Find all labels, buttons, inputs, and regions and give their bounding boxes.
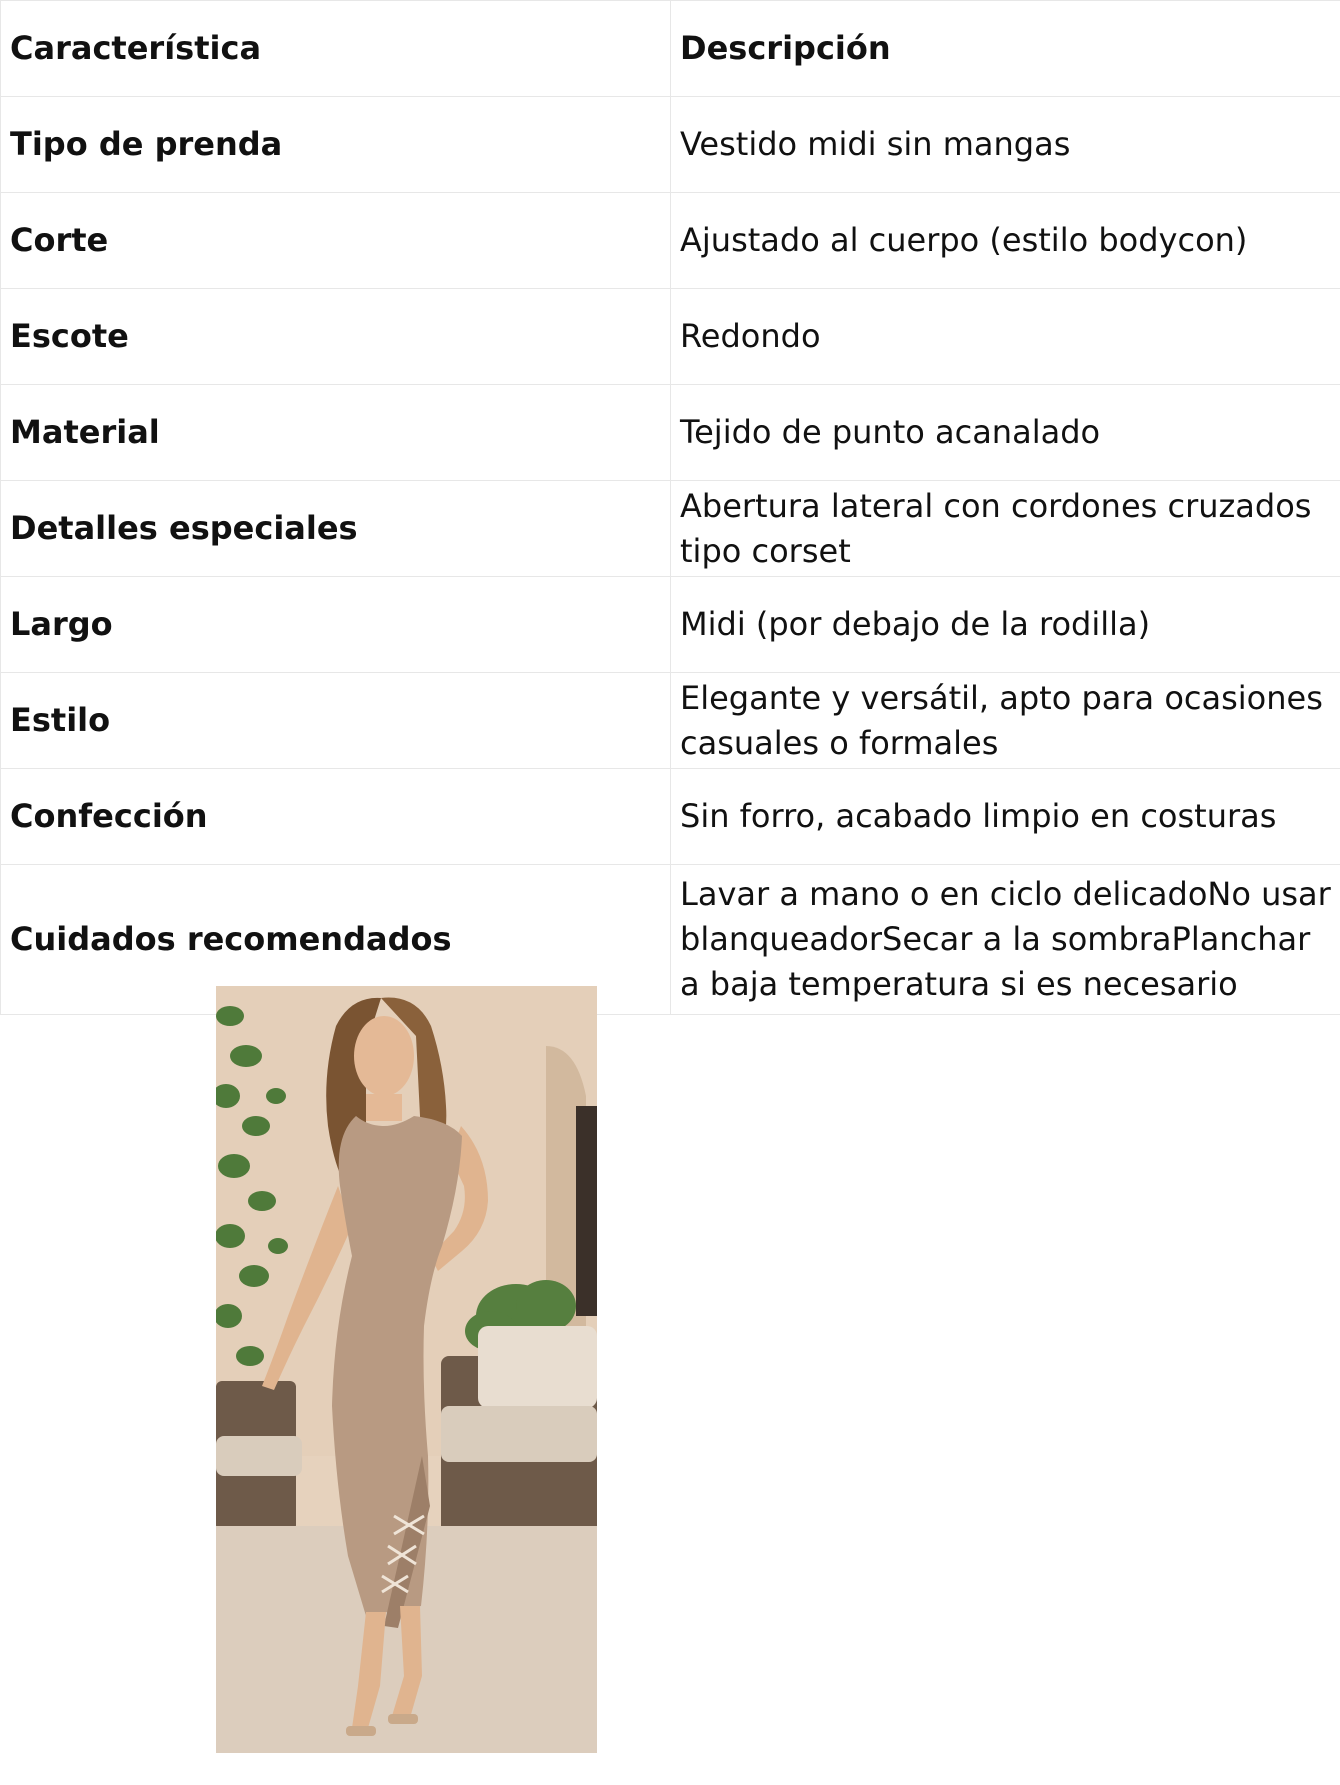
table-row <box>1 769 1340 865</box>
row-feature: Tipo de prenda <box>1 97 671 193</box>
row-description: Lavar a mano o en ciclo delicadoNo usar blanqueadorSecar a la sombraPlanchar a baja temperatura si es necesario <box>671 865 1340 1015</box>
row-feature: Escote <box>1 289 671 385</box>
row-description: Sin forro, acabado limpio en costuras <box>671 769 1340 865</box>
table-row <box>1 865 1340 1015</box>
sofa-seat <box>441 1406 597 1462</box>
row-feature: Cuidados recomendados <box>1 865 671 1015</box>
row-description: Vestido midi sin mangas <box>671 97 1340 193</box>
row-feature: Material <box>1 385 671 481</box>
left-sandal <box>346 1726 376 1736</box>
header-description: Descripción <box>671 1 1340 97</box>
window <box>576 1106 597 1316</box>
right-sandal <box>388 1714 418 1724</box>
neck <box>366 1094 402 1121</box>
row-feature: Largo <box>1 577 671 673</box>
row-feature: Corte <box>1 193 671 289</box>
chair-seat <box>216 1436 302 1476</box>
row-description: Tejido de punto acanalado <box>671 385 1340 481</box>
face <box>354 1016 414 1096</box>
dress-model-illustration <box>216 986 597 1753</box>
row-feature: Detalles especiales <box>1 481 671 577</box>
row-description: Abertura lateral con cordones cruzados tipo corset <box>671 481 1340 577</box>
header-feature: Característica <box>1 1 671 97</box>
product-photo <box>216 986 597 1753</box>
table-row <box>1 481 1340 577</box>
sofa-cushion <box>478 1326 597 1408</box>
row-description: Redondo <box>671 289 1340 385</box>
table-row <box>1 673 1340 769</box>
table-header-row <box>1 1 1340 97</box>
row-feature: Confección <box>1 769 671 865</box>
table-row <box>1 577 1340 673</box>
table-row <box>1 289 1340 385</box>
table-row <box>1 193 1340 289</box>
table-row <box>1 97 1340 193</box>
table-row <box>1 385 1340 481</box>
row-description: Midi (por debajo de la rodilla) <box>671 577 1340 673</box>
row-description: Ajustado al cuerpo (estilo bodycon) <box>671 193 1340 289</box>
row-feature: Estilo <box>1 673 671 769</box>
row-description: Elegante y versátil, apto para ocasiones casuales o formales <box>671 673 1340 769</box>
